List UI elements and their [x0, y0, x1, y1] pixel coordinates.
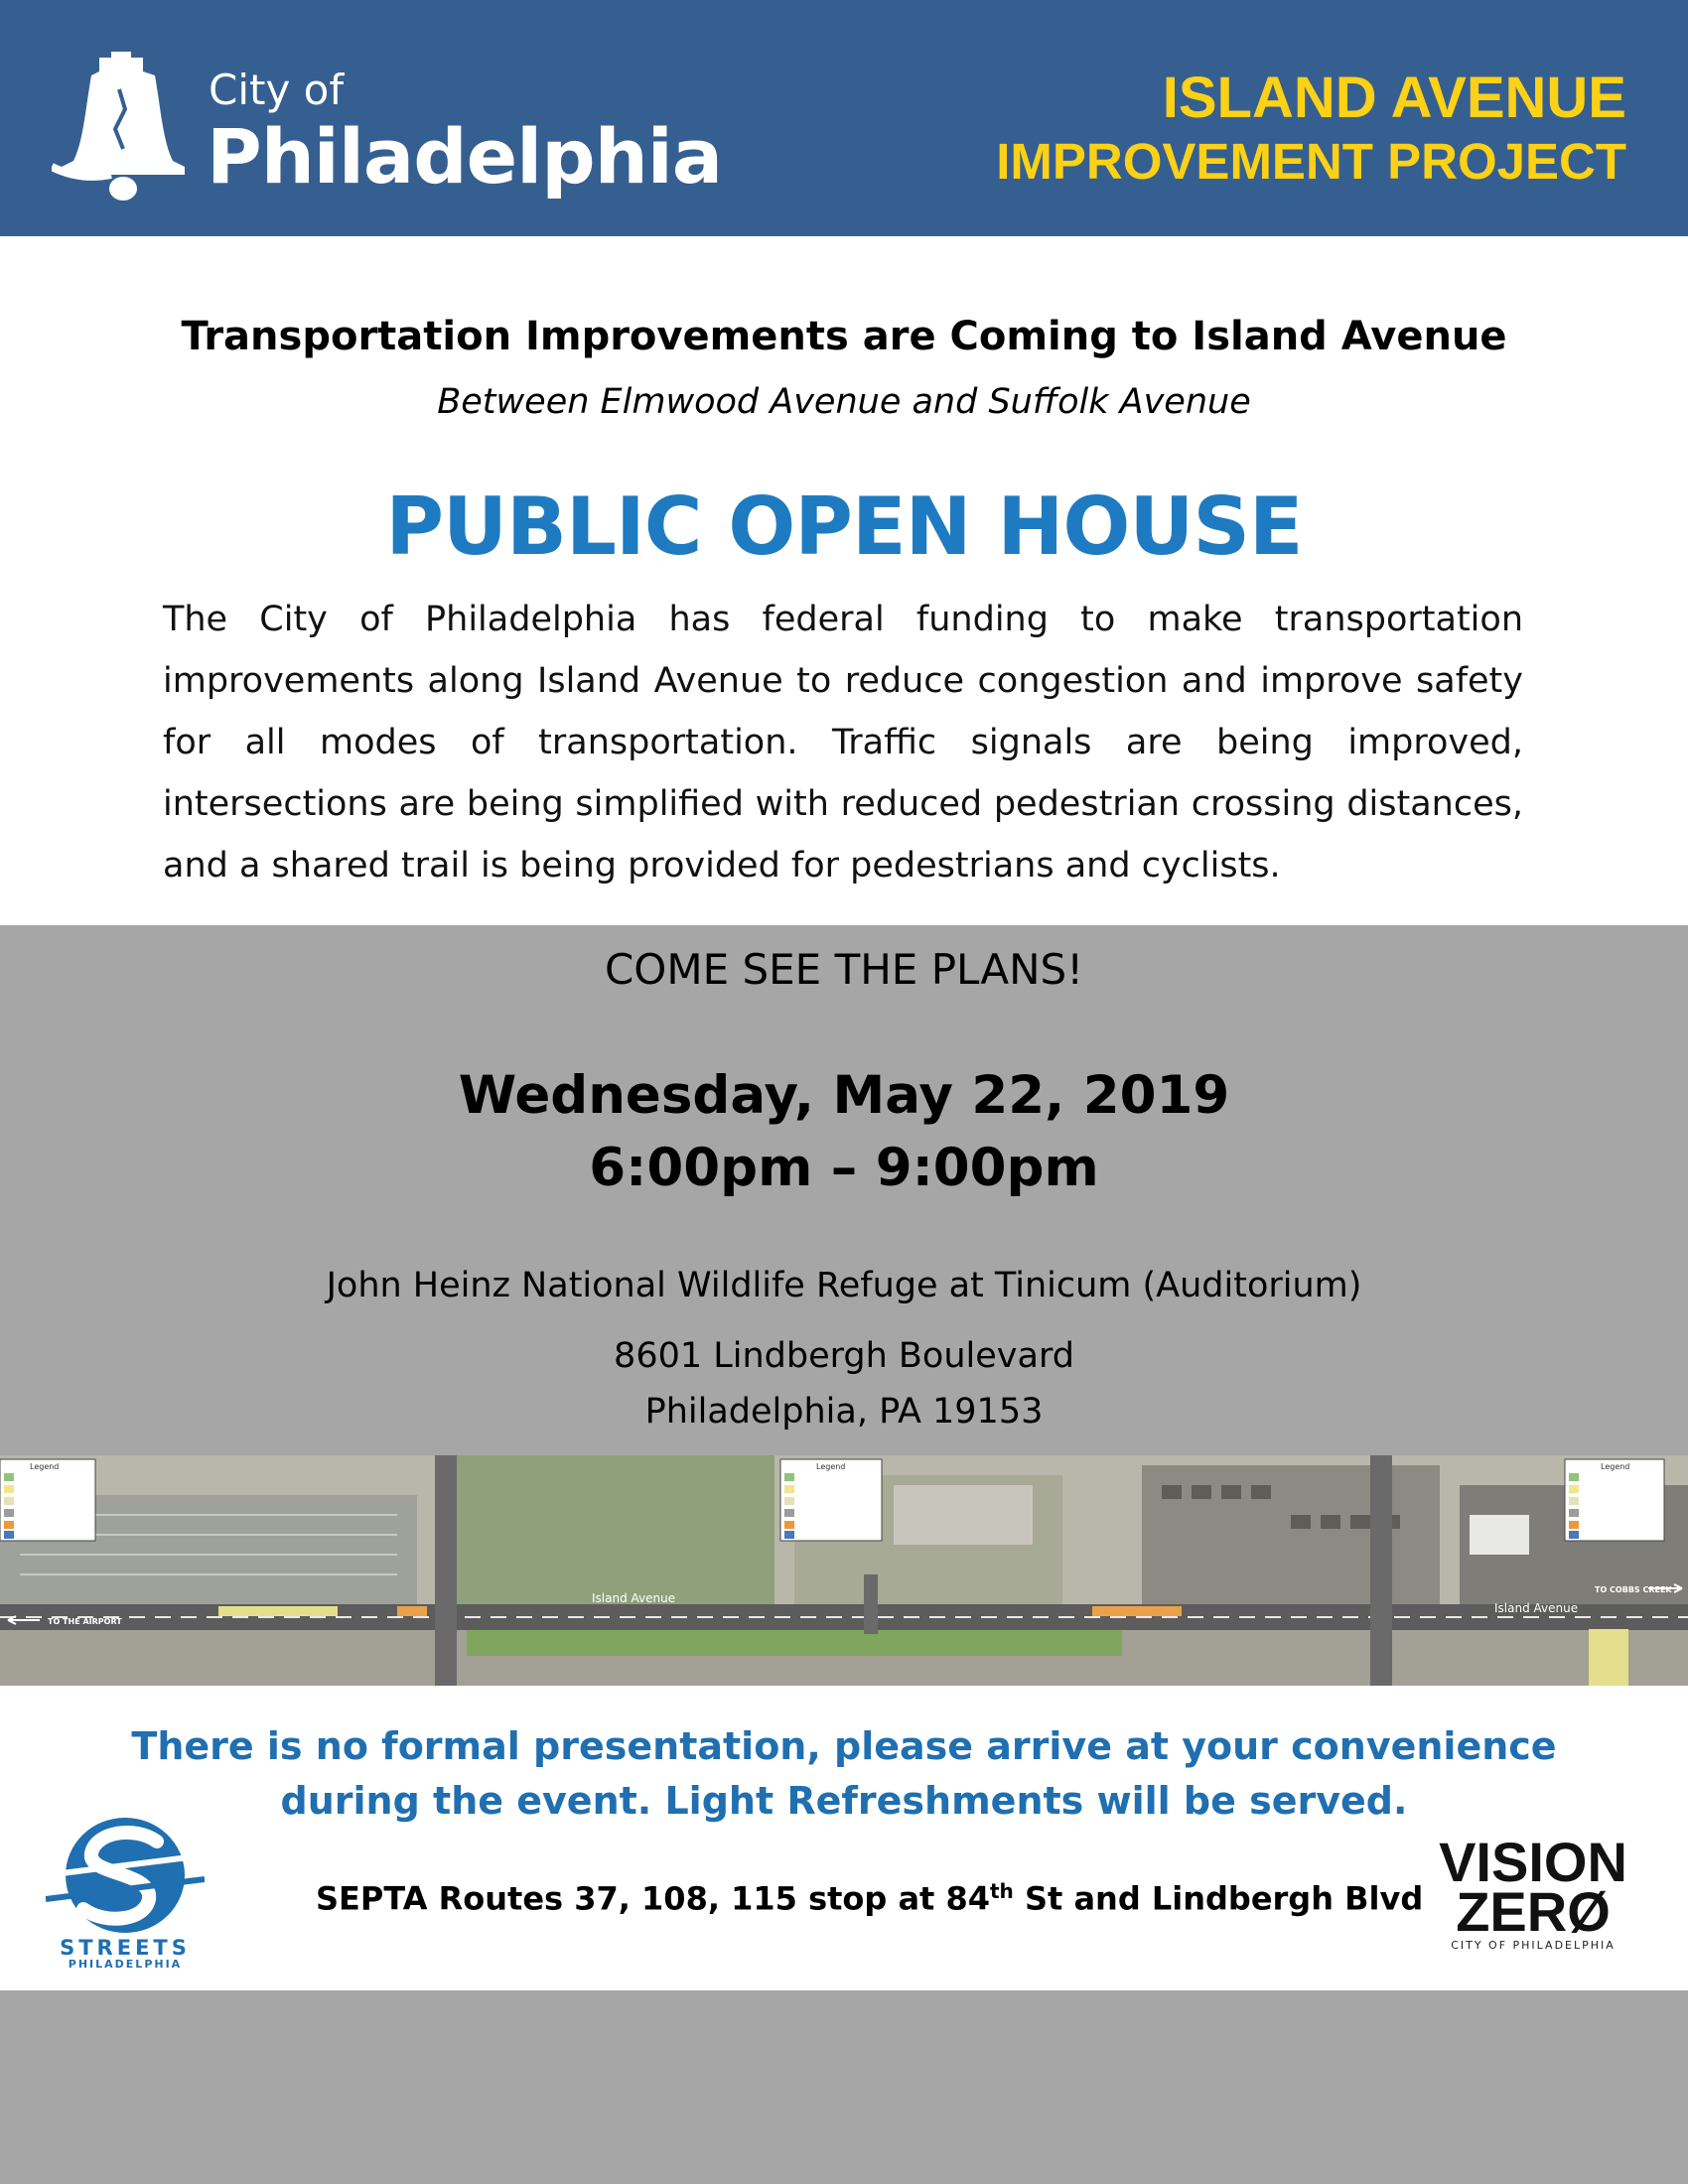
project-title-line2: IMPROVEMENT PROJECT [996, 133, 1626, 190]
intro-paragraph: The City of Philadelphia has federal funding to make transportation improvements along Island Avenue to reduce congestion and improve safety for all modes of transportation. Traffic signals are being improved, intersections are being simplified with reduced pedestrian crossing distances, and a shared trail is being provided for pedestrians and cyclists. [163, 600, 1523, 886]
liberty-bell-icon [52, 50, 191, 206]
address-line2: Philadelphia, PA 19153 [644, 1392, 1044, 1432]
event-date: Wednesday, May 22, 2019 [458, 1065, 1230, 1126]
septa-text-after: St and Lindbergh Blvd [1013, 1879, 1424, 1918]
septa-routes [316, 1879, 1423, 1918]
intro-heading: Transportation Improvements are Coming to Island Avenue [181, 314, 1507, 359]
streets-logo-word: STREETS [60, 1936, 191, 1960]
city-of-text: City of [209, 66, 345, 114]
map-legend-title-3: Legend [1601, 1462, 1630, 1471]
open-house-title: PUBLIC OPEN HOUSE [385, 480, 1303, 573]
map-legend-title-2: Legend [816, 1462, 846, 1471]
map-to-airport: TO THE AIRPORT [48, 1617, 122, 1626]
event-venue: John Heinz National Wildlife Refuge at Tinicum (Auditorium) [326, 1266, 1362, 1305]
septa-sup: th [990, 1879, 1014, 1903]
bottom-band [0, 1990, 1688, 2184]
come-see-plans: COME SEE THE PLANS! [604, 945, 1084, 994]
intro-subheading: Between Elmwood Avenue and Suffolk Avenue [437, 382, 1251, 422]
map-street-label: Island Avenue [592, 1591, 676, 1605]
note-line1: There is no formal presentation, please arrive at your convenience [131, 1724, 1557, 1768]
corridor-plan-map [0, 1455, 1688, 1686]
vision-zero-sub: CITY OF PHILADELPHIA [1451, 1939, 1616, 1952]
header-banner [0, 0, 1688, 236]
project-title-line1: ISLAND AVENUE [1162, 66, 1626, 130]
vision-zero-word-zero: ZERØ [1456, 1880, 1611, 1943]
septa-text-before: SEPTA Routes 37, 108, 115 stop at 84 [316, 1879, 990, 1918]
note-line2: during the event. Light Refreshments will be served. [280, 1779, 1408, 1823]
vision-zero-word-vision: VISION [1439, 1831, 1627, 1893]
philadelphia-wordmark: Philadelphia [207, 112, 723, 201]
event-time: 6:00pm – 9:00pm [589, 1138, 1099, 1198]
map-to-cobbs-creek: TO COBBS CREEK [1595, 1585, 1672, 1594]
streets-logo-sub: PHILADELPHIA [68, 1958, 183, 1971]
map-street-label-east: Island Avenue [1494, 1601, 1579, 1615]
map-legend-title-1: Legend [30, 1462, 60, 1471]
address-line1: 8601 Lindbergh Boulevard [614, 1336, 1074, 1376]
